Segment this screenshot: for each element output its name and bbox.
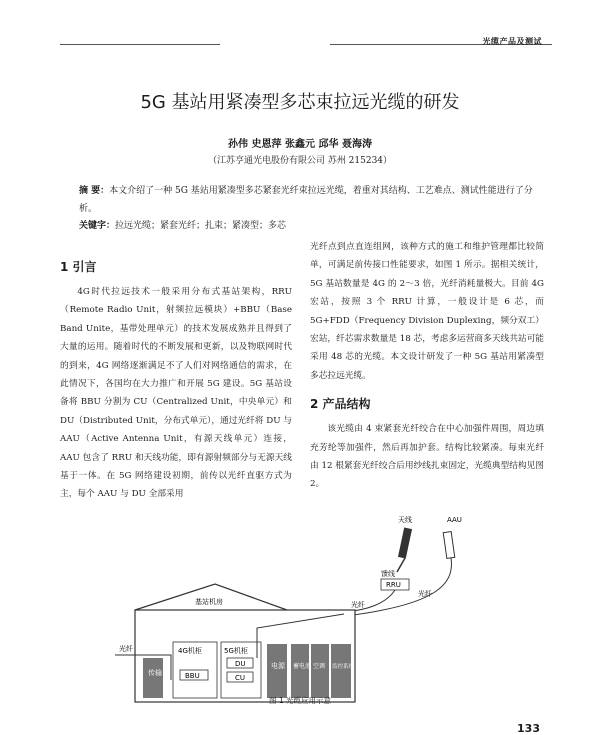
- antenna-icon: [398, 527, 412, 558]
- label-du: DU: [235, 660, 246, 668]
- abstract: [79, 182, 545, 218]
- structure-body: [310, 420, 544, 494]
- section-heading-intro: 1 引言: [60, 260, 97, 274]
- figure-1-caption: 图 1 光缆应用示意: [268, 696, 332, 705]
- label-fiber-mid: 光纤: [351, 601, 365, 609]
- intro-continuation-body: [310, 238, 544, 385]
- label-transmission: 传输: [148, 669, 162, 677]
- figure-1-diagram: [115, 510, 485, 715]
- label-aircon: 空调: [313, 663, 326, 670]
- intro-paragraph: 4G时代拉远技术一般采用分布式基站架构，RRU（Remote Radio Unit，射频拉远模块）+BBU（Base Band Unite，基带处理单元）的技术发展成熟并且得到了大量的运用。随着时代的不断发展和更新，以及物联网时代的到来，4G 网络逐渐满足不了人们对网络通信的需求，在此情况下，各国均在大力推广和开展 5G 建设。5G 基站设备将 BBU 分割为 CU（Centralized Unit，中央单元）和 DU（Distributed Unit，分布式单元），通过光纤将 DU 与 AAU（Active Antenna Unit，有源天线单元）连接，AAU 包含了 RRU 和天线功能，即有源射频部分与无源天线基于一体。在 5G 网络建设初期，前传以光纤直驱方式为主，每个 AAU 与 DU 全部采用: [60, 287, 292, 500]
- label-bbu: BBU: [185, 672, 200, 680]
- keywords: [79, 218, 545, 231]
- label-battery: 蓄电池: [293, 663, 312, 670]
- article-title: 5G 基站用紧凑型多芯束拉远光缆的研发: [140, 92, 460, 113]
- battery-cabinet: [291, 644, 312, 698]
- jumper-line: [397, 558, 405, 572]
- intro-body: [60, 283, 292, 504]
- label-rru: RRU: [386, 581, 401, 589]
- label-cab4g: 4G机柜: [178, 647, 202, 655]
- building-roof: [135, 584, 287, 610]
- column-right: [310, 238, 544, 494]
- intro-continuation: 光纤点到点直连组网，该种方式的施工和维护管理都比较简单，可满足前传接口性能要求，如图 1 所示。据相关统计，5G 基站数量是 4G 的 2～3 倍，光纤消耗量极大。目前 4G 宏站，按照 3 个 RRU 计算，一般设计是 6 芯，而 5G+FDD（Frequency Division Duplexing，频分双工）宏站，纤芯需求数量是 18 芯，考虑多运营商多天线共站可能采用 48 芯的光缆。本文设计研发了一种 5G 基站用紧凑型多芯拉远光缆。: [310, 242, 544, 381]
- label-jumper: 馈线: [381, 570, 395, 578]
- running-header: 光缆产品及测试: [482, 37, 542, 46]
- affiliation: （江苏亨通光电股份有限公司 苏州 215234）: [207, 156, 393, 166]
- page-number: 133: [517, 722, 540, 735]
- label-cab5g: 5G机柜: [224, 647, 248, 655]
- header-rule-left: [60, 44, 220, 45]
- abstract-text: 本文介绍了一种 5G 基站用紧凑型多芯紧套光纤束拉远光缆，着重对其结构、工艺难点、测试性能进行了分析。: [79, 186, 533, 214]
- keywords-label: 关键字：: [79, 221, 116, 231]
- aircon-unit: [311, 644, 329, 698]
- label-building: 基站机房: [195, 598, 223, 606]
- abstract-label: 摘 要：: [79, 186, 110, 196]
- aau-icon: [443, 532, 455, 559]
- label-power: 电源: [271, 662, 285, 670]
- keywords-text: 拉远光缆；紧套光纤；扎束；紧凑型；多芯: [115, 221, 287, 231]
- label-aau: AAU: [447, 516, 462, 524]
- label-monitor: 监控系统: [332, 664, 355, 670]
- label-antenna: 天线: [398, 516, 412, 524]
- structure-paragraph: 该光缆由 4 束紧套光纤绞合在中心加强件周围，周边填充芳纶等加强件，然后再加护套。结构比较紧凑。每束光纤由 12 根紧套光纤绞合后用纱线扎束固定，光缆典型结构见图 2。: [310, 424, 544, 490]
- column-left: [60, 258, 292, 504]
- transmission-cabinet: [143, 658, 163, 698]
- monitor-cabinet: [331, 644, 351, 698]
- section-heading-structure: 2 产品结构: [310, 397, 371, 412]
- label-fiber-left: 光纤: [119, 645, 133, 653]
- author-list: 孙伟 史恩萍 张鑫元 邱华 聂海涛: [228, 139, 372, 150]
- label-cu: CU: [235, 674, 246, 682]
- power-cabinet: [267, 644, 287, 698]
- label-fiber-top: 光纤: [418, 590, 432, 598]
